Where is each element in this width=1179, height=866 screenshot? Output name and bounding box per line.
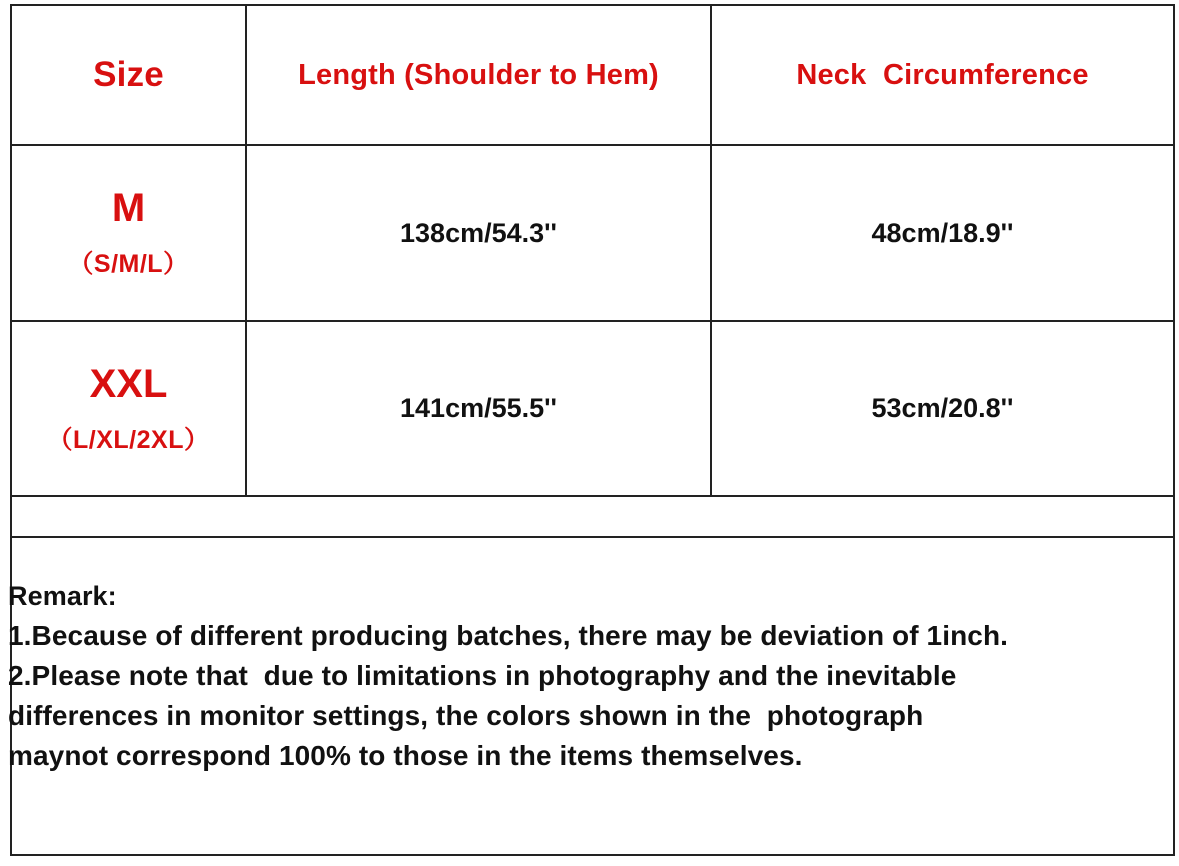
size-label: M: [111, 186, 146, 230]
size-label: XXL: [89, 361, 168, 406]
neck-cell: [712, 146, 1173, 320]
remark-line: 1.Because of different producing batches, there may be deviation of 1inch.: [8, 620, 1009, 651]
length-value: 138cm/54.3'': [400, 217, 557, 248]
remark-line: differences in monitor settings, the colors shown in the photograph: [8, 700, 924, 731]
size-cell-m: [12, 146, 245, 320]
size-range: （S/M/L）: [68, 250, 189, 278]
neck-cell: [712, 322, 1173, 495]
remark-line: 2.Please note that due to limitations in photography and the inevitable: [8, 660, 957, 691]
header-neck-cell: [712, 6, 1173, 144]
neck-value: 48cm/18.9'': [871, 217, 1014, 248]
header-neck-circumference: Neck Circumference: [796, 58, 1089, 91]
header-size-cell: [12, 6, 245, 144]
length-cell: [247, 322, 710, 495]
remark-title: Remark:: [8, 581, 117, 611]
header-size: Size: [93, 55, 164, 94]
remark-line: maynot correspond 100% to those in the items themselves.: [8, 740, 803, 771]
length-cell: [247, 146, 710, 320]
size-cell-xxl: [12, 322, 245, 495]
neck-value: 53cm/20.8'': [871, 393, 1014, 423]
row-divider: [12, 536, 1173, 538]
row-divider: [12, 495, 1173, 497]
remark-section: [8, 576, 1158, 776]
length-value: 141cm/55.5'': [400, 393, 557, 423]
header-length: Length (Shoulder to Hem): [298, 58, 659, 91]
size-range: （L/XL/2XL）: [47, 425, 210, 454]
header-length-cell: [247, 6, 710, 144]
